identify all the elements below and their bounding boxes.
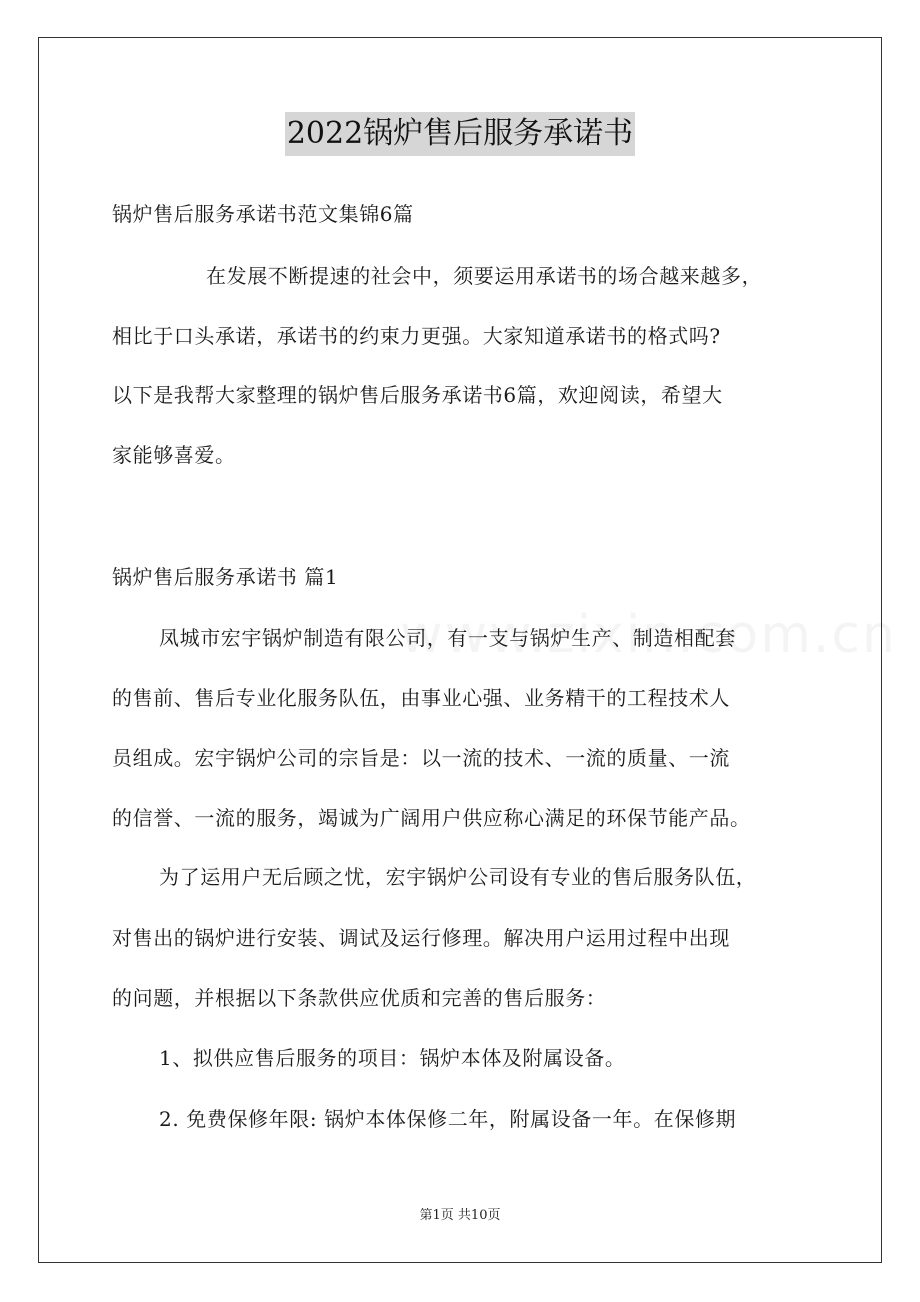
body-line-4: 的信誉、一流的服务，竭诚为广阔用户供应称心满足的环保节能产品。 xyxy=(112,806,751,830)
document-subtitle: 锅炉售后服务承诺书范文集锦6篇 xyxy=(112,202,414,226)
intro-line-1: 在发展不断提速的社会中，须要运用承诺书的场合越来越多， xyxy=(206,264,763,288)
page-footer: 第1页 共10页 xyxy=(419,1208,501,1223)
body-line-7: 的问题，并根据以下条款供应优质和完善的售后服务： xyxy=(112,986,607,1010)
intro-line-3: 以下是我帮大家整理的锅炉售后服务承诺书6篇，欢迎阅读，希望大 xyxy=(112,383,723,407)
body-line-3: 员组成。宏宇锅炉公司的宗旨是：以一流的技术、一流的质量、一流 xyxy=(112,746,730,770)
section-heading: 锅炉售后服务承诺书 篇1 xyxy=(112,565,339,589)
body-line-1: 凤城市宏宇锅炉制造有限公司，有一支与锅炉生产、制造相配套 xyxy=(159,626,736,650)
intro-line-4: 家能够喜爱。 xyxy=(112,443,236,467)
body-line-8: 1、拟供应售后服务的项目：锅炉本体及附属设备。 xyxy=(159,1046,626,1070)
title-container xyxy=(0,112,920,156)
body-line-9: 2. 免费保修年限: 锅炉本体保修二年，附属设备一年。在保修期 xyxy=(159,1107,737,1131)
intro-line-2: 相比于口头承诺，承诺书的约束力更强。大家知道承诺书的格式吗? xyxy=(112,324,721,348)
body-line-6: 对售出的锅炉进行安装、调试及运行修理。解决用户运用过程中出现 xyxy=(112,926,730,950)
document-title: 2022锅炉售后服务承诺书 xyxy=(285,112,635,156)
body-line-5: 为了运用户无后顾之忧，宏宇锅炉公司设有专业的售后服务队伍， xyxy=(159,865,757,889)
body-line-2: 的售前、售后专业化服务队伍，由事业心强、业务精干的工程技术人 xyxy=(112,686,730,710)
